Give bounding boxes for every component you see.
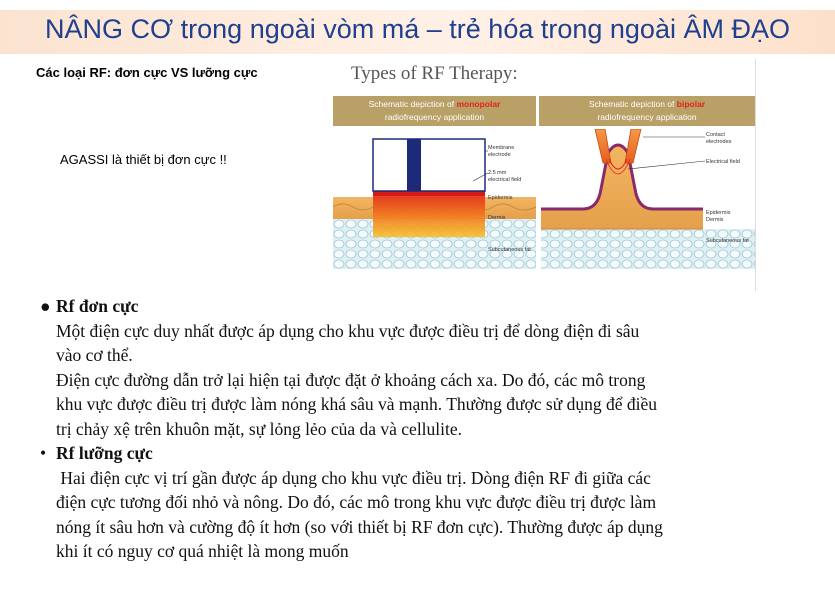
agassi-note: AGASSI là thiết bị đơn cực !! (60, 152, 227, 167)
bi-label-contact-2: electrodes (706, 139, 732, 145)
monopolar-head-highlight: monopolar (456, 99, 501, 109)
text-line: Một điện cực duy nhất được áp dụng cho khu vực được điều trị để dòng điện đi sâu (56, 320, 640, 341)
bullet-bipolar (40, 441, 800, 466)
bi-label-field: Electrical field (706, 159, 740, 165)
text-line: Hai điện cực vị trí gần được áp dụng cho khu vực điều trị. Dòng điện RF đi giữa các (56, 467, 651, 488)
bi-fat-layer (541, 229, 755, 269)
slide-title: NÂNG CƠ trong ngoài vòm má – trẻ hóa trong ngoài ÂM ĐẠO (45, 14, 790, 44)
monopolar-paragraph (40, 319, 800, 442)
bipolar-panel-header (539, 96, 755, 126)
monopolar-panel-header (333, 96, 536, 126)
bi-dermis-fold (541, 145, 703, 229)
bullet-marker: • (40, 443, 47, 463)
bullet-heading: Rf lưỡng cực (56, 443, 153, 463)
monopolar-diagram (333, 139, 536, 269)
text-line: khu vực được điều trị được làm nóng khá sâu và mạnh. Thường được sử dụng để điều (56, 394, 657, 414)
text-line: khi ít có nguy cơ quá nhiệt là mong muốn (56, 541, 349, 561)
bi-label-contact-1: Contact (706, 132, 725, 138)
bi-electrode-right (625, 129, 641, 163)
rf-therapy-figure (333, 59, 756, 291)
mono-label-fat: Subcutaneous fat (488, 247, 531, 253)
monopolar-head-pre: Schematic depiction of (368, 99, 457, 109)
bullet-heading: Rf đơn cực (56, 296, 139, 316)
bipolar-head-highlight: bipolar (676, 99, 706, 109)
mono-electrode (407, 139, 421, 191)
bi-label-fat: Subcutaneous fat (706, 238, 749, 244)
text-line: vào cơ thể. (56, 345, 133, 365)
bi-label-epidermis: Epidermis (706, 210, 731, 216)
figure-heading: Types of RF Therapy: (351, 63, 518, 84)
mono-label-field-2: electrical field (488, 177, 522, 183)
text-line: trị chảy xệ trên khuôn mặt, sự lỏng lẻo của da và cellulite. (56, 418, 463, 439)
mono-electrode-housing (373, 139, 485, 191)
mono-label-field-1: 2.5 mm (488, 170, 507, 176)
mono-label-membrane-2: electrode (488, 152, 511, 158)
text-line: điện cực tương đối nhỏ và nông. Do đó, các mô trong khu vực được điều trị được làm (56, 492, 657, 512)
bi-electrode-left (595, 129, 611, 163)
mono-label-dermis: Dermis (488, 215, 506, 221)
body-text (40, 294, 800, 564)
bipolar-head-pre: Schematic depiction of (588, 99, 677, 109)
mono-label-epidermis: Epidermis (488, 195, 513, 201)
rf-schematic-illustration (333, 129, 755, 289)
text-line: Điện cực đường dẫn trở lại hiện tại được đặt ở khoảng cách xa. Do đó, các mô trong (56, 369, 646, 390)
bipolar-diagram (541, 129, 755, 269)
bipolar-head-post: radiofrequency application (597, 112, 697, 122)
mono-heat-zone (373, 191, 485, 237)
monopolar-head-post: radiofrequency application (384, 112, 485, 122)
bipolar-paragraph (40, 466, 800, 564)
bullet-marker: ● (40, 296, 51, 316)
mono-label-membrane-1: Membrane (488, 145, 515, 151)
bullet-monopolar (40, 294, 800, 319)
bi-label-dermis: Dermis (706, 217, 724, 223)
text-line: nóng ít sâu hơn và cường độ ít hơn (so với thiết bị RF đơn cực). Thường được áp dụng (56, 516, 663, 537)
slide-subtitle: Các loại RF: đơn cực VS lưỡng cực (36, 65, 258, 80)
